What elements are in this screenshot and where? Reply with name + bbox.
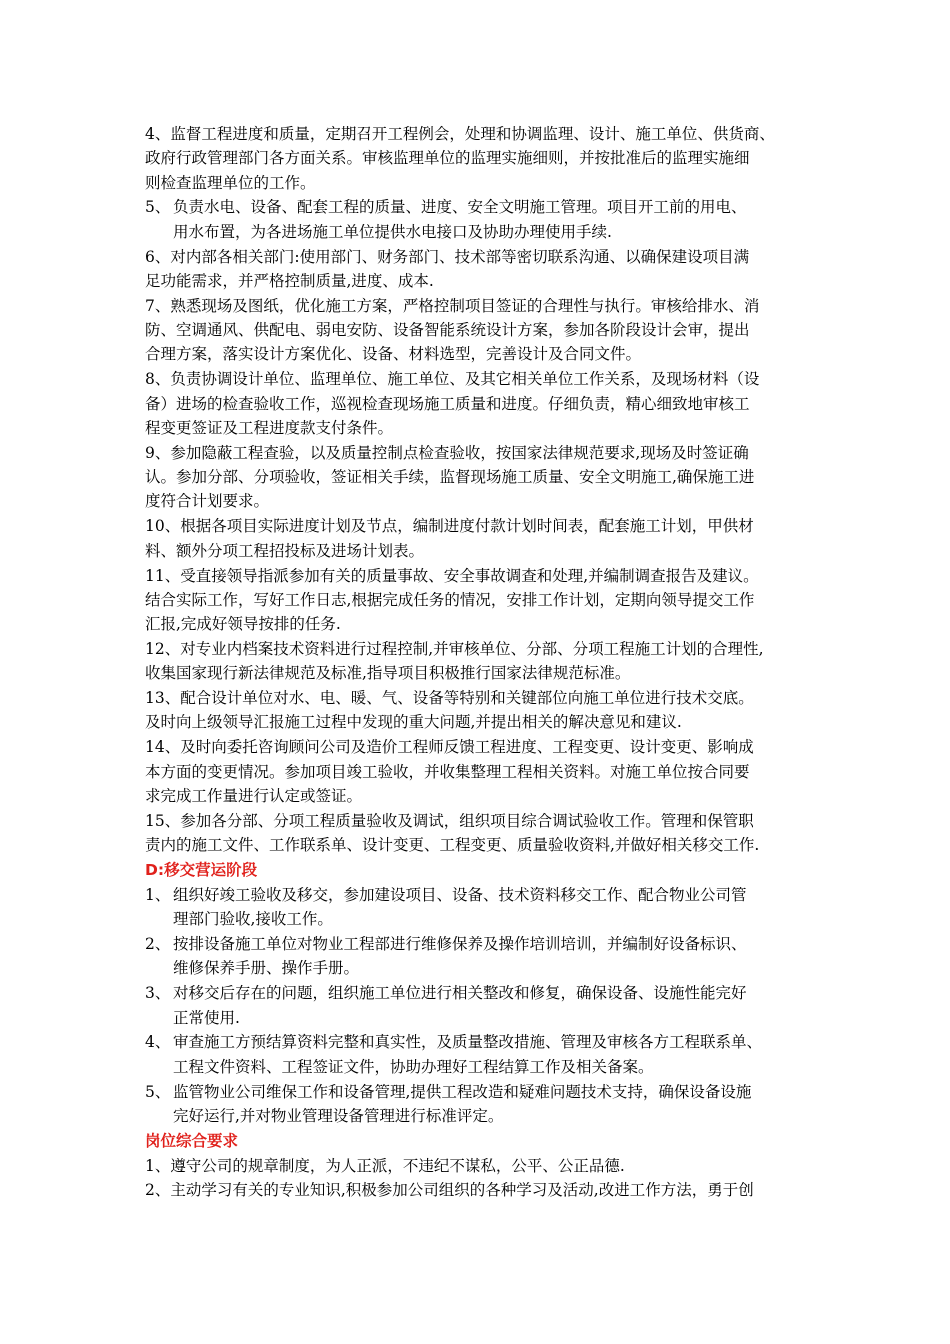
text-line: 8、负责协调设计单位、监理单位、施工单位、及其它相关单位工作关系，及现场材料（设 — [145, 370, 760, 389]
text-line: 正常使用. — [173, 1008, 240, 1027]
text-line: 度符合计划要求。 — [145, 492, 270, 511]
text-line: 收集国家现行新法律规范及标准,指导项目积极推行国家法律规范标准。 — [145, 664, 631, 683]
requirement-item-2: 2、主动学习有关的专业知识,积极参加公司组织的各种学习及活动,改进工作方法，勇于创 — [145, 1181, 754, 1200]
text-line: 则检查监理单位的工作。 — [145, 173, 316, 192]
item-number: 3、 — [145, 984, 171, 1003]
duty-item-6 — [145, 245, 825, 294]
text-line: 结合实际工作，写好工作日志,根据完成任务的情况，安排工作计划，定期向领导提交工作 — [145, 590, 755, 609]
duty-item-7 — [145, 294, 825, 367]
duty-item-5 — [145, 195, 825, 244]
text-line: 用水布置，为各进场施工单位提供水电接口及协助办理使用手续. — [173, 222, 612, 241]
text-line: 工程文件资料、工程签证文件，协助办理好工程结算工作及相关备案。 — [173, 1057, 654, 1076]
text-line: 9、参加隐蔽工程查验，以及质量控制点检查验收，按国家法律规范要求,现场及时签证确 — [145, 443, 749, 462]
text-line: 12、对专业内档案技术资料进行过程控制,并审核单位、分部、分项工程施工计划的合理性, — [145, 639, 764, 658]
item-number: 5、 — [145, 198, 171, 217]
item-number: 1、 — [145, 885, 171, 904]
text-line: 及时向上级领导汇报施工过程中发现的重大问题,并提出相关的解决意见和建议. — [145, 713, 682, 732]
text-line: 14、及时向委托咨询顾问公司及造价工程师反馈工程进度、工程变更、设计变更、影响成 — [145, 738, 754, 757]
section-d-heading: D:移交营运阶段 — [145, 861, 258, 880]
text-line: 维修保养手册、操作手册。 — [173, 959, 360, 978]
text-line: 本方面的变更情况。参加项目竣工验收，并收集整理工程相关资料。对施工单位按合同要 — [145, 762, 750, 781]
text-line: 11、受直接领导指派参加有关的质量事故、安全事故调查和处理,并编制调查报告及建议。 — [145, 566, 759, 585]
duty-item-14 — [145, 735, 825, 808]
text-line: 合理方案，落实设计方案优化、设备、材料选型，完善设计及合同文件。 — [145, 345, 642, 364]
handover-item-2 — [145, 932, 825, 981]
duty-item-11 — [145, 564, 825, 637]
text-line: 对移交后存在的问题，组织施工单位进行相关整改和修复，确保设备、设施性能完好 — [173, 984, 747, 1003]
text-line: 汇报,完成好领导按排的任务. — [145, 615, 341, 634]
duty-item-12 — [145, 637, 825, 686]
duty-item-4 — [145, 122, 825, 195]
requirements-heading: 岗位综合要求 — [145, 1131, 239, 1150]
duty-item-10 — [145, 514, 825, 563]
duty-item-13 — [145, 686, 825, 735]
text-line: 审查施工方预结算资料完整和真实性，及质量整改措施、管理及审核各方工程联系单、 — [173, 1033, 763, 1052]
requirement-item-1: 1、遵守公司的规章制度，为人正派，不违纪不谋私，公平、公正品德. — [145, 1156, 625, 1175]
text-line: 13、配合设计单位对水、电、暖、气、设备等特别和关键部位向施工单位进行技术交底。 — [145, 689, 754, 708]
text-line: 防、空调通风、供配电、弱电安防、设备智能系统设计方案，参加各阶段设计会审，提出 — [145, 321, 750, 340]
text-line: 责内的施工文件、工作联系单、设计变更、工程变更、质量验收资料,并做好相关移交工作. — [145, 836, 760, 855]
text-line: 监管物业公司维保工作和设备管理,提供工程改造和疑难问题技术支持，确保设备设施 — [173, 1082, 752, 1101]
text-line: 负责水电、设备、配套工程的质量、进度、安全文明施工管理。项目开工前的用电、 — [173, 198, 747, 217]
text-line: 求完成工作量进行认定或签证。 — [145, 786, 363, 805]
handover-item-4 — [145, 1030, 825, 1079]
text-line: 7、熟悉现场及图纸，优化施工方案，严格控制项目签证的合理性与执行。审核给排水、消 — [145, 296, 760, 315]
item-number: 5、 — [145, 1082, 171, 1101]
text-line: 备）进场的检查验收工作，巡视检查现场施工质量和进度。仔细负责，精心细致地审核工 — [145, 394, 750, 413]
duty-item-8 — [145, 367, 825, 440]
text-line: 认。参加分部、分项验收，签证相关手续，监督现场施工质量、安全文明施工,确保施工进 — [145, 468, 755, 487]
text-line: 组织好竣工验收及移交，参加建设项目、设备、技术资料移交工作、配合物业公司管 — [173, 885, 747, 904]
text-line: 15、参加各分部、分项工程质量验收及调试，组织项目综合调试验收工作。管理和保管职 — [145, 811, 754, 830]
handover-item-5 — [145, 1080, 825, 1129]
handover-item-1 — [145, 883, 825, 932]
text-line: 4、监督工程进度和质量，定期召开工程例会，处理和协调监理、设计、施工单位、供货商、 — [145, 125, 775, 143]
text-line: 理部门验收,接收工作。 — [173, 910, 333, 929]
text-line: 政府行政管理部门各方面关系。审核监理单位的监理实施细则，并按批准后的监理实施细 — [145, 149, 750, 168]
text-line: 6、对内部各相关部门:使用部门、财务部门、技术部等密切联系沟通、以确保建设项目满 — [145, 247, 750, 266]
item-number: 4、 — [145, 1033, 171, 1052]
text-line: 料、额外分项工程招投标及进场计划表。 — [145, 541, 425, 560]
document-page — [145, 122, 825, 1202]
handover-item-3 — [145, 981, 825, 1030]
text-line: 程变更签证及工程进度款支付条件。 — [145, 418, 394, 437]
item-number: 2、 — [145, 935, 171, 954]
duty-item-9 — [145, 441, 825, 514]
text-line: 10、根据各项目实际进度计划及节点，编制进度付款计划时间表，配套施工计划，甲供材 — [145, 517, 754, 536]
text-line: 按排设备施工单位对物业工程部进行维修保养及操作培训培训，并编制好设备标识、 — [173, 935, 747, 954]
text-line: 足功能需求，并严格控制质量,进度、成本. — [145, 271, 434, 290]
duty-item-15 — [145, 809, 825, 858]
text-line: 完好运行,并对物业管理设备管理进行标准评定。 — [173, 1106, 504, 1125]
